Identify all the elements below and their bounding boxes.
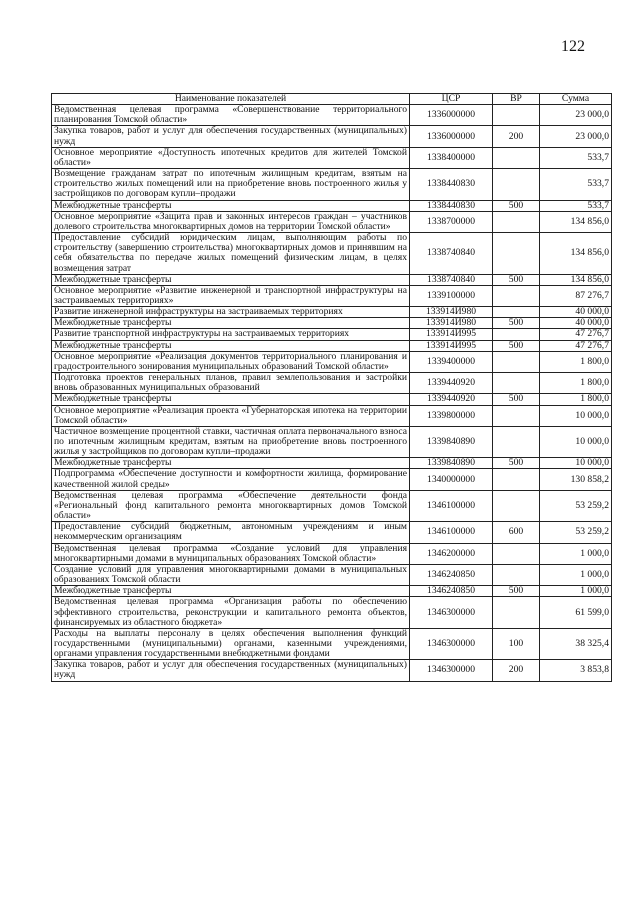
row-name-cell: Закупка товаров, работ и услуг для обеспечения государственных (муниципальных) нужд <box>52 660 410 681</box>
table-row <box>52 586 612 597</box>
row-csr-cell: 133914И980 <box>410 318 493 329</box>
row-sum-cell: 47 276,7 <box>540 329 612 340</box>
row-name-cell: Межбюджетные трансферты <box>52 586 410 597</box>
table-row <box>52 469 612 490</box>
row-sum-cell: 533,7 <box>540 147 612 168</box>
row-sum-cell: 1 000,0 <box>540 564 612 585</box>
row-sum-cell: 10 000,0 <box>540 458 612 469</box>
row-vr-cell: 500 <box>493 586 540 597</box>
row-csr-cell: 1338740840 <box>410 233 493 275</box>
row-name-cell: Ведомственная целевая программа «Совершенствование территориального планирования Томской области» <box>52 105 410 126</box>
row-vr-cell <box>493 597 540 628</box>
table-row <box>52 233 612 275</box>
row-name-cell: Межбюджетные трансферты <box>52 274 410 285</box>
row-name-cell: Подпрограмма «Обеспечение доступности и комфортности жилища, формирование качественной жилой среды» <box>52 469 410 490</box>
row-sum-cell: 3 853,8 <box>540 660 612 681</box>
row-csr-cell: 1338400000 <box>410 147 493 168</box>
row-vr-cell: 500 <box>493 200 540 211</box>
row-sum-cell: 40 000,0 <box>540 307 612 318</box>
row-sum-cell: 23 000,0 <box>540 105 612 126</box>
table-row <box>52 285 612 306</box>
table-row <box>52 426 612 457</box>
row-csr-cell: 1338440830 <box>410 169 493 200</box>
row-sum-cell: 47 276,7 <box>540 340 612 351</box>
table-row <box>52 394 612 405</box>
row-name-cell: Основное мероприятие «Защита прав и законных интересов граждан – участников долевого строительства многоквартирных домов на территории Томской области» <box>52 211 410 232</box>
table-row <box>52 351 612 372</box>
table-row <box>52 105 612 126</box>
row-vr-cell <box>493 426 540 457</box>
row-sum-cell: 1 800,0 <box>540 351 612 372</box>
row-name-cell: Создание условий для управления многоквартирными домами в муниципальных образованиях Томской области <box>52 564 410 585</box>
table-row <box>52 340 612 351</box>
row-vr-cell <box>493 469 540 490</box>
row-vr-cell <box>493 169 540 200</box>
row-csr-cell: 1340000000 <box>410 469 493 490</box>
row-csr-cell: 1336000000 <box>410 105 493 126</box>
row-name-cell: Ведомственная целевая программа «Создание условий для управления многоквартирными домами в муниципальных образованиях Томской области» <box>52 543 410 564</box>
row-name-cell: Межбюджетные трансферты <box>52 458 410 469</box>
row-csr-cell: 1346300000 <box>410 597 493 628</box>
table-row <box>52 597 612 628</box>
row-csr-cell: 1339840890 <box>410 458 493 469</box>
row-sum-cell: 40 000,0 <box>540 318 612 329</box>
row-csr-cell: 1339440920 <box>410 394 493 405</box>
row-name-cell: Предоставление субсидий бюджетным, автономным учреждениям и иным некоммерческим организациям <box>52 522 410 543</box>
row-csr-cell: 1339440920 <box>410 373 493 394</box>
row-vr-cell: 500 <box>493 274 540 285</box>
row-name-cell: Предоставление субсидий юридическим лицам, выполняющим работы по строительству (завершению строительства) многоквартирных домов и принявшим на себя обязательства по передаче жилых помещений физическим лицам, в целях возмещения затрат <box>52 233 410 275</box>
row-csr-cell: 1339100000 <box>410 285 493 306</box>
row-csr-cell: 1339800000 <box>410 405 493 426</box>
table-row <box>52 307 612 318</box>
row-name-cell: Расходы на выплаты персоналу в целях обеспечения выполнения функций государственными (муниципальными) органами, казенными учреждениями, органами управления государственными внебюджетными фондами <box>52 628 410 659</box>
header-name: Наименование показателей <box>52 94 410 105</box>
table-header-row <box>52 94 612 105</box>
table-row <box>52 318 612 329</box>
table-row <box>52 628 612 659</box>
table-row <box>52 564 612 585</box>
table-row <box>52 200 612 211</box>
row-name-cell: Основное мероприятие «Развитие инженерной и транспортной инфраструктуры на застраиваемых территориях» <box>52 285 410 306</box>
row-sum-cell: 1 000,0 <box>540 543 612 564</box>
row-csr-cell: 133914И980 <box>410 307 493 318</box>
row-csr-cell: 1346240850 <box>410 586 493 597</box>
row-csr-cell: 1346100000 <box>410 490 493 521</box>
row-vr-cell <box>493 543 540 564</box>
row-sum-cell: 38 325,4 <box>540 628 612 659</box>
header-csr: ЦСР <box>410 94 493 105</box>
row-vr-cell: 600 <box>493 522 540 543</box>
header-vr: ВР <box>493 94 540 105</box>
row-vr-cell <box>493 405 540 426</box>
row-vr-cell: 200 <box>493 660 540 681</box>
row-vr-cell <box>493 351 540 372</box>
row-vr-cell <box>493 211 540 232</box>
row-sum-cell: 533,7 <box>540 169 612 200</box>
table-row <box>52 169 612 200</box>
row-vr-cell: 500 <box>493 318 540 329</box>
row-sum-cell: 1 800,0 <box>540 394 612 405</box>
row-csr-cell: 1346300000 <box>410 628 493 659</box>
row-sum-cell: 134 856,0 <box>540 274 612 285</box>
row-csr-cell: 1338740840 <box>410 274 493 285</box>
table-row <box>52 373 612 394</box>
table-row <box>52 329 612 340</box>
row-vr-cell <box>493 307 540 318</box>
row-sum-cell: 134 856,0 <box>540 233 612 275</box>
row-csr-cell: 1338700000 <box>410 211 493 232</box>
row-vr-cell <box>493 373 540 394</box>
row-csr-cell: 1338440830 <box>410 200 493 211</box>
row-vr-cell <box>493 329 540 340</box>
row-name-cell: Подготовка проектов генеральных планов, правил землепользования и застройки вновь образованных муниципальных образований <box>52 373 410 394</box>
row-vr-cell <box>493 564 540 585</box>
row-csr-cell: 1339840890 <box>410 426 493 457</box>
row-vr-cell <box>493 233 540 275</box>
row-csr-cell: 133914И995 <box>410 329 493 340</box>
row-sum-cell: 1 800,0 <box>540 373 612 394</box>
row-csr-cell: 1336000000 <box>410 126 493 147</box>
row-vr-cell: 500 <box>493 394 540 405</box>
row-sum-cell: 134 856,0 <box>540 211 612 232</box>
row-name-cell: Межбюджетные трансферты <box>52 340 410 351</box>
table-row <box>52 147 612 168</box>
budget-table <box>51 93 612 682</box>
row-sum-cell: 61 599,0 <box>540 597 612 628</box>
row-vr-cell <box>493 490 540 521</box>
row-name-cell: Основное мероприятие «Реализация проекта «Губернаторская ипотека на территории Томской области» <box>52 405 410 426</box>
row-name-cell: Развитие транспортной инфраструктуры на застраиваемых территориях <box>52 329 410 340</box>
row-name-cell: Межбюджетные трансферты <box>52 200 410 211</box>
table-row <box>52 274 612 285</box>
row-sum-cell: 130 858,2 <box>540 469 612 490</box>
table-row <box>52 660 612 681</box>
row-sum-cell: 53 259,2 <box>540 490 612 521</box>
row-csr-cell: 1346240850 <box>410 564 493 585</box>
row-sum-cell: 53 259,2 <box>540 522 612 543</box>
row-csr-cell: 133914И995 <box>410 340 493 351</box>
row-sum-cell: 10 000,0 <box>540 405 612 426</box>
row-csr-cell: 1346300000 <box>410 660 493 681</box>
table-row <box>52 522 612 543</box>
row-vr-cell: 100 <box>493 628 540 659</box>
row-name-cell: Ведомственная целевая программа «Организация работы по обеспечению эффективного строительства, реконструкции и капитального ремонта объектов, финансируемых из областного бюджета» <box>52 597 410 628</box>
row-name-cell: Развитие инженерной инфраструктуры на застраиваемых территориях <box>52 307 410 318</box>
row-name-cell: Частичное возмещение процентной ставки, частичная оплата первоначального взноса по ипотечным жилищным кредитам, взятым на приобретение вновь построенного жилья у застройщиков по договорам купли–продажи <box>52 426 410 457</box>
row-csr-cell: 1339400000 <box>410 351 493 372</box>
row-name-cell: Закупка товаров, работ и услуг для обеспечения государственных (муниципальных) нужд <box>52 126 410 147</box>
table-row <box>52 490 612 521</box>
row-sum-cell: 87 276,7 <box>540 285 612 306</box>
row-vr-cell: 500 <box>493 458 540 469</box>
row-vr-cell: 500 <box>493 340 540 351</box>
page-number: 122 <box>561 38 585 55</box>
row-name-cell: Основное мероприятие «Реализация документов территориального планирования и градостроительного зонирования муниципальных образований Томской области» <box>52 351 410 372</box>
row-vr-cell <box>493 105 540 126</box>
row-name-cell: Возмещение гражданам затрат по ипотечным жилищным кредитам, взятым на строительство жилых помещений или на приобретение вновь построенного жилья у застройщиков по договорам купли–продажи <box>52 169 410 200</box>
table-row <box>52 458 612 469</box>
table-row <box>52 543 612 564</box>
row-sum-cell: 23 000,0 <box>540 126 612 147</box>
row-sum-cell: 1 000,0 <box>540 586 612 597</box>
row-csr-cell: 1346200000 <box>410 543 493 564</box>
row-vr-cell: 200 <box>493 126 540 147</box>
header-sum: Сумма <box>540 94 612 105</box>
row-vr-cell <box>493 147 540 168</box>
row-name-cell: Межбюджетные трансферты <box>52 394 410 405</box>
table-row <box>52 211 612 232</box>
row-name-cell: Межбюджетные трансферты <box>52 318 410 329</box>
row-sum-cell: 533,7 <box>540 200 612 211</box>
table-row <box>52 126 612 147</box>
row-vr-cell <box>493 285 540 306</box>
row-sum-cell: 10 000,0 <box>540 426 612 457</box>
row-name-cell: Ведомственная целевая программа «Обеспечение деятельности фонда «Региональный фонд капитального ремонта многоквартирных домов Томской области» <box>52 490 410 521</box>
table-row <box>52 405 612 426</box>
row-name-cell: Основное мероприятие «Доступность ипотечных кредитов для жителей Томской области» <box>52 147 410 168</box>
row-csr-cell: 1346100000 <box>410 522 493 543</box>
